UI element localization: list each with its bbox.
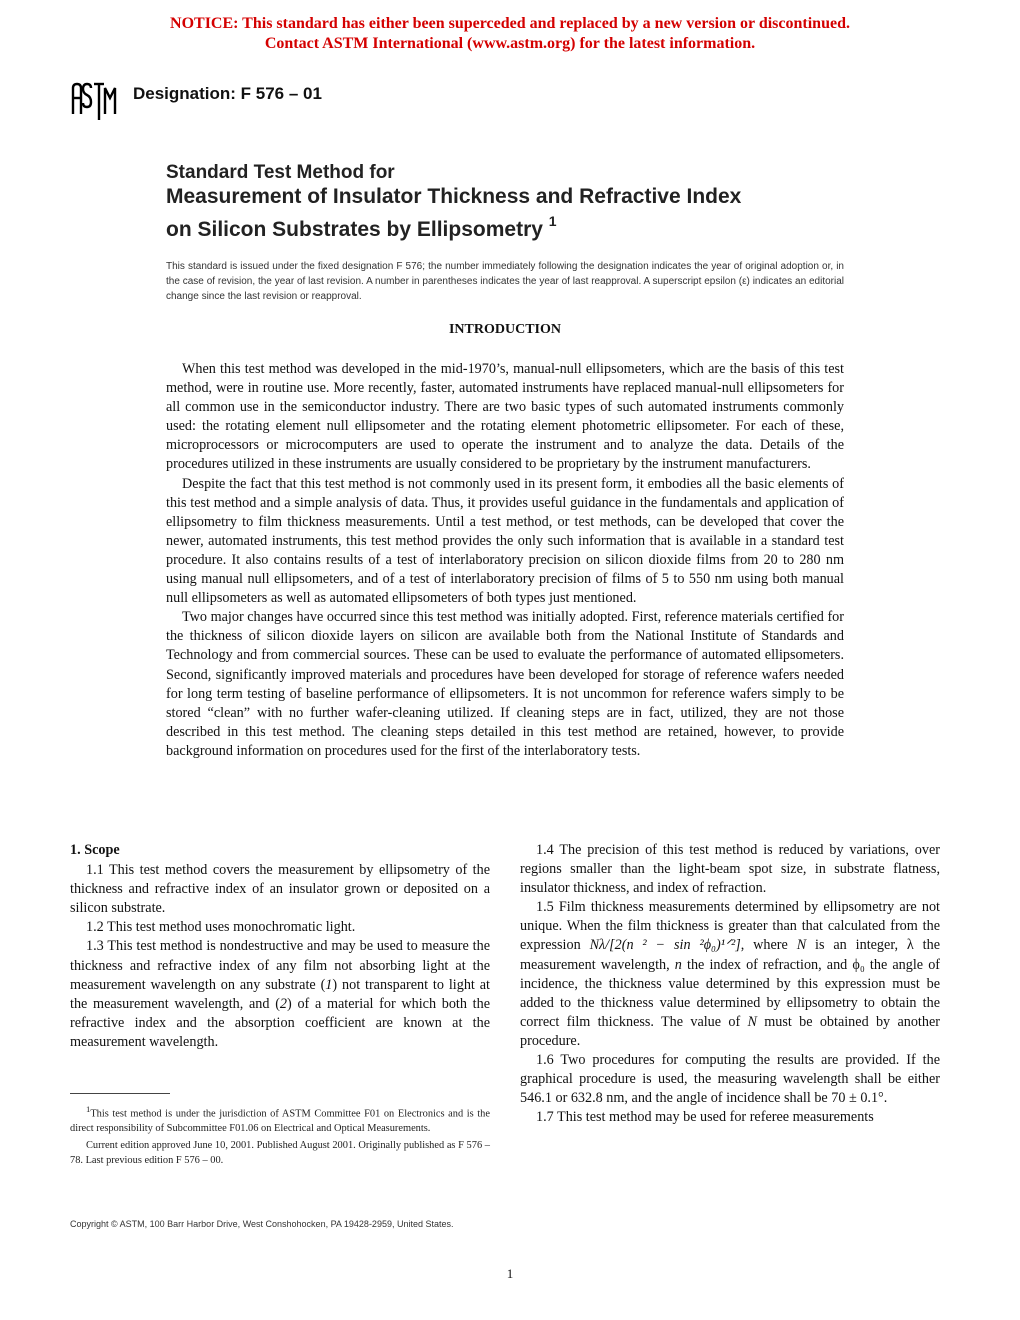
s13-text-c: ) of a material for which both the refractive index and the absorption coefficient are known at the measurement wavelength. xyxy=(70,995,490,1050)
introduction-heading: INTRODUCTION xyxy=(448,322,561,337)
footnote-1-marker: 1 xyxy=(86,1104,91,1114)
astm-logo xyxy=(70,78,120,124)
footnote-divider xyxy=(70,1093,170,1094)
intro-paragraph-1: When this test method was developed in the mid-1970’s, manual-null ellipsometers, which are the basis of this test method, were in routine use. More recently, faster, automated instruments have replaced manual-null ellipsometers for all common use in the semiconductor industry. There are two basic types of such automated instruments commonly used: the rotating element null ellipsometer and the rotating element photometric ellipsometer. For each of these, microprocessors or microcomputers are used to operate the instrument and to analyze the data. Details of the procedures utilized in these instruments are usually considered to be proprietary by the instrument manufacturers. xyxy=(166,361,844,473)
intro-paragraph-2: Despite the fact that this test method is not commonly used in its present form, it embodies all the basic elements of this test method and a simple analysis of data. Thus, it provides useful guidance in the fundamentals and application of ellipsometry to film thickness measurements. Until a test method, or test methods, can be developed that cover the newer, automated instruments, this test method provides the only such information that is available in a standard test procedure. It also contains results of a test of interlaboratory precision on silicon dioxide films from 20 to 280 nm using manual null ellipsometers, and of a test of interlaboratory precision of films of 5 to 550 nm using both manual null ellipsometers as well as automated ellipsometers of both types just mentioned. xyxy=(166,475,844,607)
left-column xyxy=(70,841,490,1052)
issuance-statement: This standard is issued under the fixed designation F 576; the number immediately following the designation indicates the year of original adoption or, in the case of revision, the year of last revision. A number in parentheses indicates the year of last reapproval. A superscript epsilon (ε) indicates an editorial change since the last revision or reapproval. xyxy=(166,261,844,302)
document-title xyxy=(166,162,741,243)
footnote-1-text: This test method is under the jurisdiction of ASTM Committee F01 on Electronics and is the direct responsibility of Subcommittee F01.06 on Electrical and Optical Measurements. xyxy=(70,1108,490,1135)
s13-item-2: 2 xyxy=(279,995,288,1012)
title-line-3 xyxy=(166,210,741,243)
section-1-7: 1.7 This test method may be used for referee measurements xyxy=(536,1109,874,1126)
notice-line-1: NOTICE: This standard has either been superceded and replaced by a new version or discontinued. xyxy=(170,15,850,32)
s15-text-b: , where xyxy=(740,937,797,954)
footnote-1 xyxy=(70,1102,490,1136)
title-footnote-marker: 1 xyxy=(548,213,557,229)
section-1-5 xyxy=(520,898,940,1051)
s13-item-1: 1 xyxy=(325,976,333,993)
section-1-4: 1.4 The precision of this test method is reduced by variations, over regions smaller than the light-beam spot size, in substrate flatness, insulator thickness, and index of refraction. xyxy=(520,842,940,897)
s13-text-b: ) not transparent to light at the measurement wavelength, and ( xyxy=(70,976,490,1012)
introduction-body xyxy=(166,360,844,761)
right-column xyxy=(520,841,940,1127)
supersede-notice xyxy=(0,14,1020,54)
title-line-1: Standard Test Method for xyxy=(166,162,395,183)
s15-text-d: the index of refraction, and xyxy=(681,956,853,973)
s15-text-c: is an integer, λ the measurement wavelength, xyxy=(520,937,940,973)
s15-text-f: must be obtained by another procedure. xyxy=(520,1013,940,1049)
s15-text-e: the angle of incidence, the thickness value determined by this expression must be added to the thickness value determined by ellipsometry to obtain the correct film thickness. The value of xyxy=(520,956,941,1030)
designation: Designation: F 576 – 01 xyxy=(133,84,322,103)
notice-line-2: Contact ASTM International (www.astm.org) for the latest information. xyxy=(264,35,756,52)
scope-heading: 1. Scope xyxy=(70,842,120,858)
section-1-3 xyxy=(70,937,490,1052)
title-line-3-text: on Silicon Substrates by Ellipsometry xyxy=(166,218,543,241)
s13-text-a: 1.3 This test method is nondestructive and may be used to measure the thickness and refractive index of any film not absorbing light at the measurement wavelength on any substrate ( xyxy=(70,938,490,993)
s15-var-phi: ϕ₀ xyxy=(852,956,865,973)
page-number: 1 xyxy=(506,1266,514,1281)
s15-formula: Nλ/[2(n ² − sin ²ϕ₀)¹ᐟ²] xyxy=(589,937,741,954)
s15-text-a: 1.5 Film thickness measurements determined by ellipsometry are not unique. When the film thickness is greater than that calculated from the expression xyxy=(520,899,940,954)
title-line-2: Measurement of Insulator Thickness and Refractive Index xyxy=(166,185,742,208)
footnotes xyxy=(70,1102,490,1168)
section-1-2: 1.2 This test method uses monochromatic light. xyxy=(86,919,356,936)
section-1-6: 1.6 Two procedures for computing the results are provided. If the graphical procedure is used, the measuring wavelength shall be either 546.1 or 632.8 nm, and the angle of incidence shall be 70 ± 0.1°. xyxy=(520,1052,940,1107)
s15-var-n-index: n xyxy=(674,956,682,973)
intro-paragraph-3: Two major changes have occurred since this test method was initially adopted. First, reference materials certified for the thickness of silicon dioxide layers on silicon are available both from the National Institute of Standards and Technology and from commercial sources. These can be used to evaluate the performance of automated ellipsometers. Second, significantly improved materials and procedures have been developed for storage of reference wafers needed for long term testing of baseline performance of ellipsometers. It is not uncommon for reference wafers simply to be stored “clean” with no further wafer-cleaning utilized. If cleaning steps are in fact, utilized, they are not those described in this test method. The cleaning steps detailed in this test method are retained, however, to provide background information on procedures used for the first of the interlaboratory tests. xyxy=(166,609,844,759)
footnote-2: Current edition approved June 10, 2001. Published August 2001. Originally published as F 576 – 78. Last previous edition F 576 – 00. xyxy=(70,1140,490,1167)
s15-var-n-int: N xyxy=(796,937,807,954)
s15-var-n-int-2: N xyxy=(747,1013,757,1030)
copyright-notice: Copyright © ASTM, 100 Barr Harbor Drive, West Conshohocken, PA 19428-2959, United States. xyxy=(70,1219,454,1229)
section-1-1: 1.1 This test method covers the measurement by ellipsometry of the thickness and refractive index of an insulator grown or deposited on a silicon substrate. xyxy=(70,862,490,917)
